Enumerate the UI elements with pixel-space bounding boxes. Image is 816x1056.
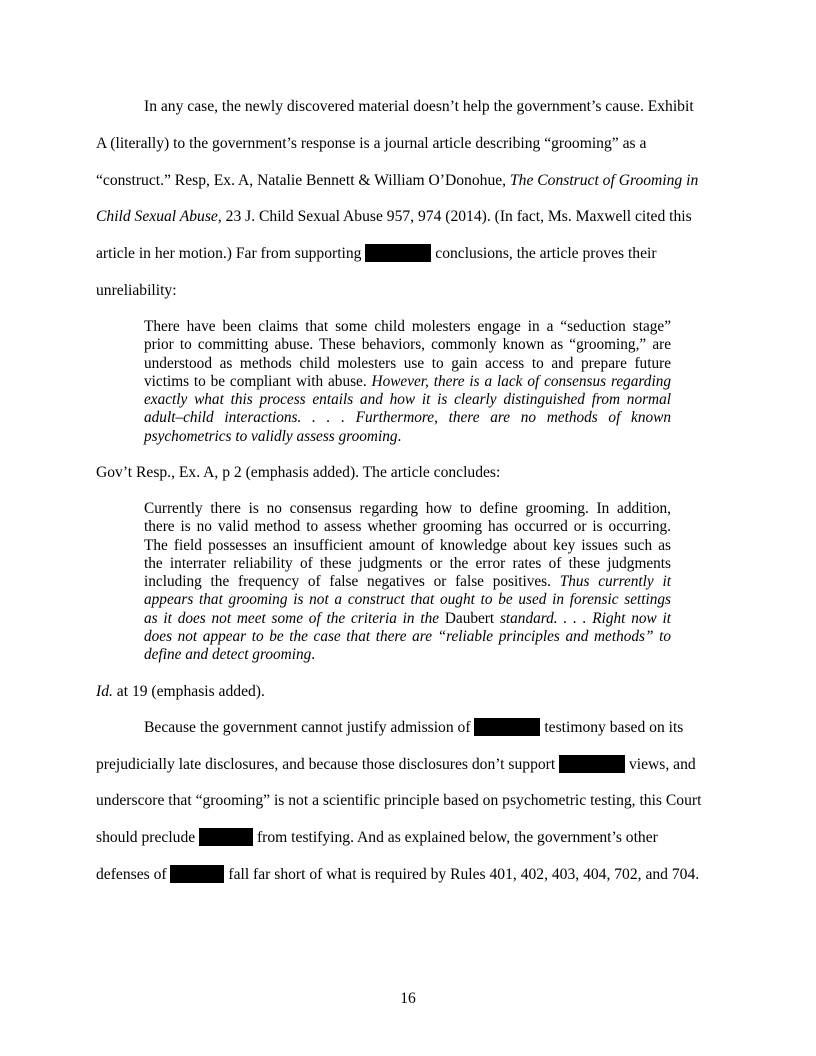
body-line: defenses of fall far short of what is required by Rules 401, 402, 403, 404, 702, and 704.	[96, 866, 700, 883]
redaction-box	[170, 865, 224, 883]
body-line: article in her motion.) Far from supporting conclusions, the article proves their	[96, 245, 657, 262]
quote-line: victims to be compliant with abuse. However, there is a lack of consensus regarding	[144, 372, 671, 390]
quote-line: There have been claims that some child molesters engage in a “seduction stage”	[144, 318, 671, 335]
body-line: underscore that “grooming” is not a scientific principle based on psychometric testing, this Court	[96, 792, 702, 809]
body-line: Because the government cannot justify admission of testimony based on its	[144, 719, 684, 736]
block-quote	[144, 500, 671, 665]
quote-line: does not appear to be the case that there are “reliable principles and methods” to	[144, 628, 671, 646]
body-line: unreliability:	[96, 282, 177, 299]
quote-line: appears that grooming is not a construct that ought to be used in forensic settings	[144, 591, 671, 609]
article-title: The Construct of Grooming in	[509, 172, 699, 189]
body-line: In any case, the newly discovered material doesn’t help the government’s cause. Exhibit	[144, 98, 694, 115]
body-line: Child Sexual Abuse, 23 J. Child Sexual Abuse 957, 974 (2014). (In fact, Ms. Maxwell cited this	[96, 208, 692, 225]
redaction-box	[474, 718, 540, 736]
body-line: prejudicially late disclosures, and because those disclosures don’t support views, and	[96, 756, 696, 773]
quote-line: The field possesses an insufficient amount of knowledge about key issues such as	[144, 536, 671, 554]
quote-line: there is no valid method to assess whether grooming has occurred or is occurring.	[144, 518, 671, 536]
quote-line: the interrater reliability of these judgments or the error rates of these judgments	[144, 554, 671, 572]
quote-line: define and detect grooming.	[144, 646, 316, 664]
quote-line: psychometrics to validly assess grooming.	[144, 427, 402, 445]
body-line: A (literally) to the government’s response is a journal article describing “grooming” as a	[96, 135, 647, 152]
article-title: Child Sexual Abuse	[96, 208, 218, 225]
quote-line: as it does not meet some of the criteria in the Daubert standard. . . . Right now it	[144, 609, 672, 627]
citation-line: Id. at 19 (emphasis added).	[96, 683, 265, 700]
quote-line: adult–child interactions. . . . Furthermore, there are no methods of known	[144, 409, 671, 427]
block-quote	[144, 318, 671, 446]
redaction-box	[199, 828, 253, 846]
quote-line: including the frequency of false negatives or false positives. Thus currently it	[144, 573, 671, 591]
page-number: 16	[400, 990, 416, 1007]
quote-line: prior to committing abuse. These behaviors, commonly known as “grooming,” are	[144, 336, 671, 354]
quote-line: exactly what this process entails and how it is clearly distinguished from normal	[144, 391, 671, 409]
body-line: “construct.” Resp, Ex. A, Natalie Bennett & William O’Donohue, The Construct of Grooming in	[96, 172, 699, 189]
quote-line: understood as methods child molesters use to gain access to and prepare future	[144, 354, 671, 372]
citation-line: Gov’t Resp., Ex. A, p 2 (emphasis added). The article concludes:	[96, 464, 501, 481]
redaction-box	[559, 755, 625, 773]
redaction-box	[365, 244, 431, 262]
quote-line: Currently there is no consensus regarding how to define grooming. In addition,	[144, 500, 671, 517]
body-line: should preclude from testifying. And as explained below, the government’s other	[96, 829, 658, 846]
